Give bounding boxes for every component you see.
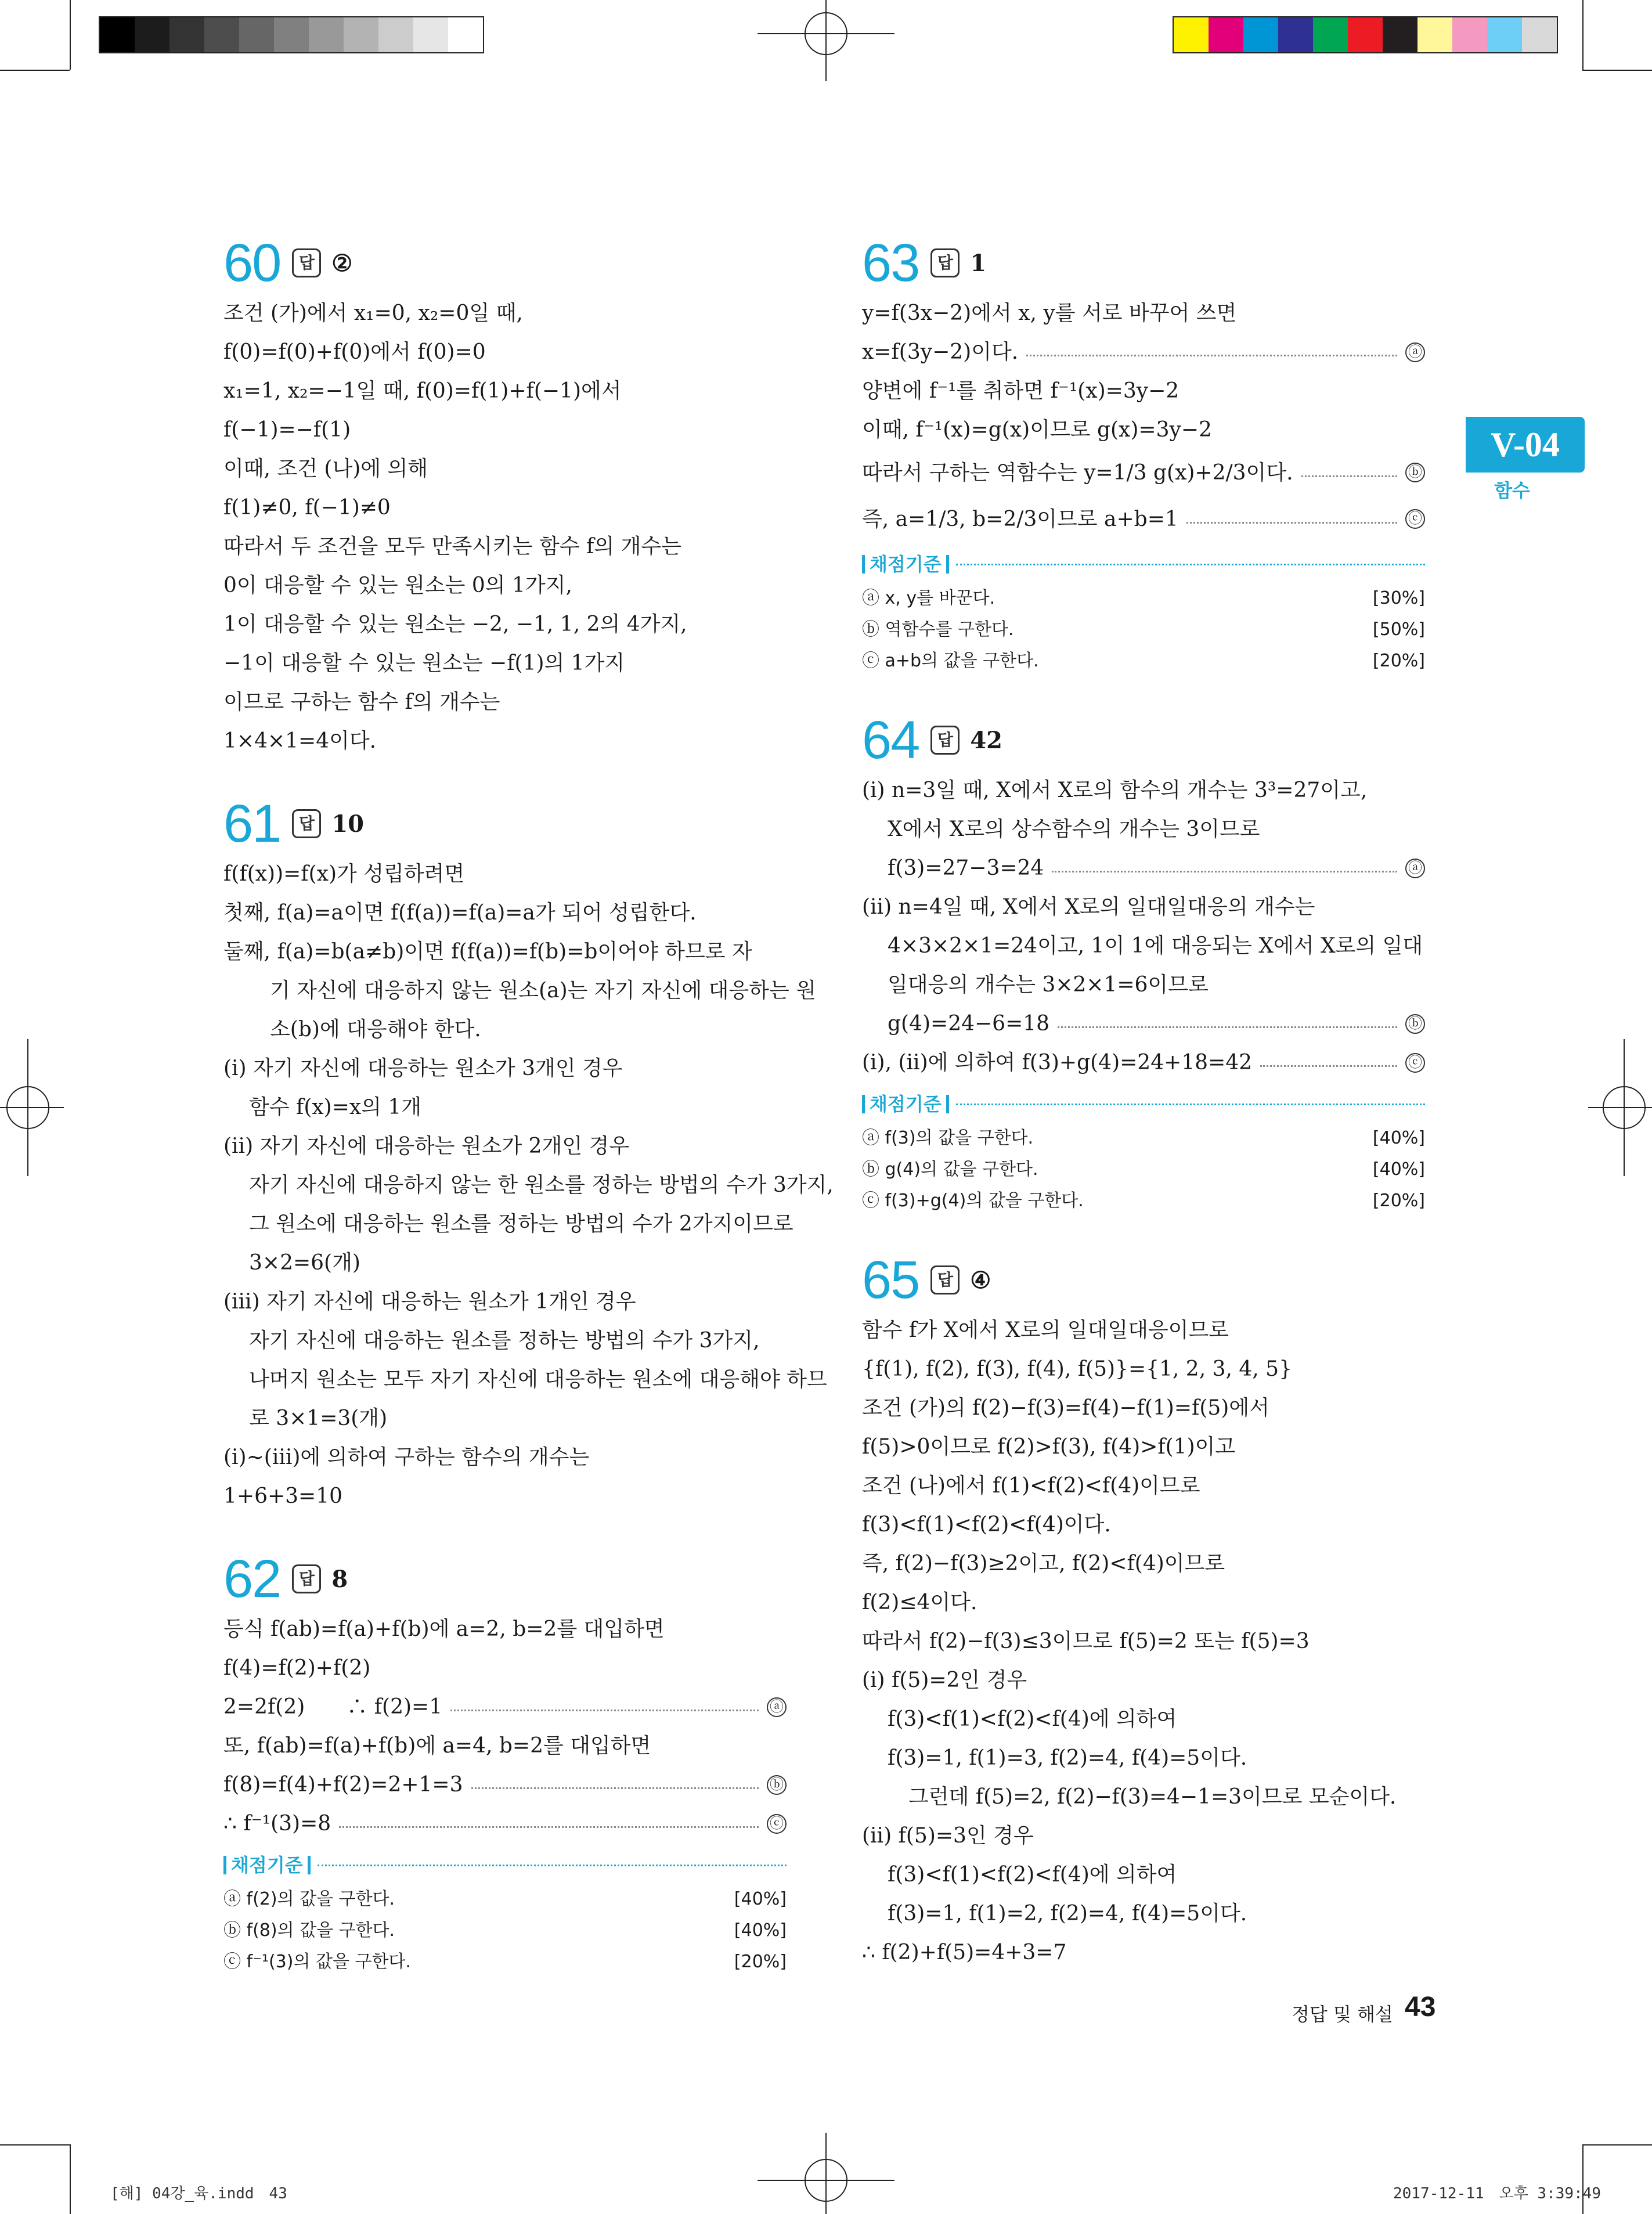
solution-line: 따라서 두 조건을 모두 만족시키는 함수 f의 개수는 <box>223 535 681 558</box>
answer-value: 10 <box>331 810 365 838</box>
problem-62 <box>223 1548 787 1978</box>
leader-dots <box>318 1865 787 1866</box>
problem-number: 60 <box>223 233 281 293</box>
solution-line: 따라서 f(2)−f(3)≤3이므로 f(5)=2 또는 f(5)=3 <box>862 1629 1310 1653</box>
solution-line: 또, f(ab)=f(a)+f(b)에 a=4, b=2를 대입하면 <box>223 1734 651 1758</box>
solution-line <box>862 449 1425 496</box>
leader-dots <box>956 564 1425 565</box>
solution-line: x₁=1, x₂=−1일 때, f(0)=f(1)+f(−1)에서 <box>223 379 622 403</box>
solution-line: (ⅱ) 자기 자신에 대응하는 원소가 2개인 경우 <box>223 1134 630 1158</box>
criterion-text: ⓒ f⁻¹(3)의 값을 구한다. <box>223 1952 411 1972</box>
criterion-text: ⓐ f(2)의 값을 구한다. <box>223 1889 395 1909</box>
solution-line: 함수 f(x)=x의 1개 <box>249 1095 422 1119</box>
solution-line: f(3)<f(1)<f(2)<f(4)에 의하여 <box>888 1707 1177 1731</box>
gray-color-bar <box>99 16 484 53</box>
grading-criteria-title: 채점기준 <box>223 1856 311 1874</box>
solution-text: x=f(3y−2)이다. <box>862 340 1019 364</box>
solution-line: 이때, 조건 (나)에 의해 <box>223 457 428 481</box>
solution-line: 첫째, f(a)=a이면 f(f(a))=f(a)=a가 되어 성립한다. <box>223 901 697 925</box>
solution-line: 조건 (가)에서 x₁=0, x₂=0일 때, <box>223 301 523 325</box>
grading-criterion <box>862 646 1425 677</box>
answer-badge: 답 <box>292 248 321 277</box>
criterion-text: ⓒ f(3)+g(4)의 값을 구한다. <box>862 1191 1084 1211</box>
solution-text: f(3)=27−3=24 <box>888 856 1044 880</box>
solution-line: 이때, f⁻¹(x)=g(x)이므로 g(x)=3y−2 <box>862 418 1212 442</box>
chapter-tab: V-04 <box>1466 417 1585 473</box>
solution-line: (ⅰ)~(ⅲ)에 의하여 구하는 함수의 개수는 <box>223 1445 590 1469</box>
criterion-weight: [50%] <box>1372 619 1425 640</box>
solution-line: (ⅱ) f(5)=3인 경우 <box>862 1824 1034 1848</box>
solution-text: f(8)=f(4)+f(2)=2+1=3 <box>223 1773 463 1797</box>
crop-mark <box>70 0 71 70</box>
solution-line: 1×4×1=4이다. <box>223 729 377 753</box>
leader-dots <box>1026 355 1397 356</box>
crop-mark <box>1582 2144 1652 2146</box>
right-column <box>862 232 1425 1972</box>
solution-text: 즉, a=1/3, b=2/3이므로 a+b=1 <box>862 507 1178 531</box>
solution-line: 3×2=6(개) <box>249 1251 360 1275</box>
solution-line: y=f(3x−2)에서 x, y를 서로 바꾸어 쓰면 <box>862 301 1237 325</box>
solution-line: 소(b)에 대응해야 한다. <box>270 1018 481 1041</box>
grading-criteria-header <box>862 546 1425 583</box>
solution-line: X에서 X로의 상수함수의 개수는 3이므로 <box>888 817 1260 841</box>
step-mark-b: ⓑ <box>1405 1014 1425 1034</box>
grading-criterion <box>223 1884 787 1915</box>
solution-line: 그런데 f(5)=2, f(2)−f(3)=4−1=3이므로 모순이다. <box>908 1785 1397 1809</box>
criterion-text: ⓑ g(4)의 값을 구한다. <box>862 1159 1038 1180</box>
grading-criteria-title: 채점기준 <box>862 1095 949 1113</box>
solution-line: −1이 대응할 수 있는 원소는 −f(1)의 1가지 <box>223 651 625 675</box>
crop-mark <box>1582 2144 1584 2214</box>
problem-60 <box>223 232 787 760</box>
problem-64 <box>862 709 1425 1217</box>
answer-value: ② <box>331 249 353 277</box>
solution-line: 둘째, f(a)=b(a≠b)이면 f(f(a))=f(b)=b이어야 하므로 자 <box>223 940 752 964</box>
leader-dots <box>1260 1065 1397 1067</box>
grading-criterion <box>223 1915 787 1946</box>
solution-line: 일대응의 개수는 3×2×1=6이므로 <box>888 973 1209 997</box>
step-mark-c: ⓒ <box>1405 509 1425 529</box>
registration-mark-top <box>758 0 894 81</box>
problem-header <box>862 232 1425 294</box>
criterion-weight: [30%] <box>1372 588 1425 608</box>
criterion-weight: [40%] <box>734 1889 787 1909</box>
solution-line: 1+6+3=10 <box>223 1484 343 1508</box>
grading-criterion <box>862 614 1425 646</box>
criterion-text: ⓐ f(3)의 값을 구한다. <box>862 1128 1034 1148</box>
footer-section-label: 정답 및 해설 <box>1292 2003 1393 2025</box>
crop-mark <box>0 2144 70 2146</box>
step-mark-a: ⓐ <box>1405 342 1425 362</box>
solution-line: 조건 (가)의 f(2)−f(3)=f(4)−f(1)=f(5)에서 <box>862 1396 1269 1420</box>
answer-badge: 답 <box>292 809 321 838</box>
problem-63 <box>862 232 1425 677</box>
criterion-weight: [20%] <box>1372 651 1425 671</box>
grading-criterion <box>223 1946 787 1978</box>
solution-line: f(2)≤4이다. <box>862 1591 978 1614</box>
problem-header <box>862 1249 1425 1311</box>
leader-dots <box>471 1787 759 1789</box>
problem-header <box>862 709 1425 771</box>
solution-line <box>862 496 1425 542</box>
problem-61 <box>223 793 834 1516</box>
registration-mark-left <box>0 1039 64 1176</box>
problem-number: 64 <box>862 711 919 770</box>
criterion-weight: [20%] <box>734 1952 787 1972</box>
print-slug-timestamp: 2017-12-11 오후 3:39:49 <box>1393 2185 1601 2202</box>
solution-line: 로 3×1=3(개) <box>249 1407 388 1430</box>
solution-line: f(3)<f(1)<f(2)<f(4)에 의하여 <box>888 1863 1177 1887</box>
solution-line: f(5)>0이므로 f(2)>f(3), f(4)>f(1)이고 <box>862 1435 1236 1459</box>
crop-mark <box>1582 0 1584 70</box>
solution-line <box>223 1804 787 1843</box>
criterion-text: ⓑ f(8)의 값을 구한다. <box>223 1920 395 1941</box>
solution-text: 2=2f(2) ∴ f(2)=1 <box>223 1695 443 1719</box>
solution-line <box>862 333 1425 372</box>
step-mark-c: ⓒ <box>767 1814 787 1834</box>
left-column <box>223 232 834 1978</box>
problem-number: 65 <box>862 1250 919 1310</box>
grading-criterion <box>862 1123 1425 1154</box>
answer-value: 1 <box>970 249 987 277</box>
answer-value: 8 <box>331 1565 348 1593</box>
solution-line <box>862 1004 1425 1043</box>
solution-line: ∴ f(2)+f(5)=4+3=7 <box>862 1941 1067 1964</box>
grading-criteria-header <box>862 1086 1425 1123</box>
crop-mark <box>70 2144 71 2214</box>
criterion-weight: [20%] <box>1372 1191 1425 1211</box>
grading-criterion <box>862 1185 1425 1217</box>
solution-line: 0이 대응할 수 있는 원소는 0의 1가지, <box>223 574 572 597</box>
problem-header <box>223 1548 787 1610</box>
print-slug-file: [해] 04강_육.indd 43 <box>110 2185 287 2202</box>
solution-line: f(0)=f(0)+f(0)에서 f(0)=0 <box>223 340 486 364</box>
answer-badge: 답 <box>930 1265 960 1294</box>
solution-line: 이므로 구하는 함수 f의 개수는 <box>223 690 500 714</box>
answer-badge: 답 <box>292 1564 321 1593</box>
answer-value: ④ <box>970 1266 991 1294</box>
grading-criteria-title: 채점기준 <box>862 555 949 574</box>
step-mark-c: ⓒ <box>1405 1053 1425 1073</box>
solution-line: f(f(x))=f(x)가 성립하려면 <box>223 862 465 886</box>
grading-criterion <box>862 583 1425 614</box>
registration-mark-right <box>1588 1039 1652 1176</box>
leader-dots <box>956 1104 1425 1105</box>
solution-line: f(3)=1, f(1)=3, f(2)=4, f(4)=5이다. <box>888 1746 1247 1770</box>
solution-line: f(−1)=−f(1) <box>223 418 351 442</box>
leader-dots <box>339 1826 759 1828</box>
solution-line: f(3)<f(1)<f(2)<f(4)이다. <box>862 1513 1111 1537</box>
solution-line: f(1)≠0, f(−1)≠0 <box>223 496 391 520</box>
leader-dots <box>1058 1026 1397 1028</box>
solution-line: 양변에 f⁻¹를 취하면 f⁻¹(x)=3y−2 <box>862 379 1180 403</box>
criterion-weight: [40%] <box>1372 1159 1425 1180</box>
leader-dots <box>1186 522 1397 524</box>
solution-line <box>862 1043 1425 1082</box>
criterion-weight: [40%] <box>734 1920 787 1941</box>
chapter-tab-subtitle: 함수 <box>1494 479 1530 502</box>
solution-line: 자기 자신에 대응하는 원소를 정하는 방법의 수가 3가지, <box>249 1329 760 1353</box>
criterion-weight: [40%] <box>1372 1128 1425 1148</box>
solution-text: ∴ f⁻¹(3)=8 <box>223 1812 331 1836</box>
solution-text: g(4)=24−6=18 <box>888 1012 1050 1036</box>
page-number: 43 <box>1405 1992 1436 2022</box>
solution-line: 함수 f가 X에서 X로의 일대일대응이므로 <box>862 1318 1229 1342</box>
answer-badge: 답 <box>930 726 960 755</box>
solution-line <box>223 1687 787 1726</box>
solution-line: 나머지 원소는 모두 자기 자신에 대응하는 원소에 대응해야 하므 <box>249 1368 827 1391</box>
solution-line: (ⅲ) 자기 자신에 대응하는 원소가 1개인 경우 <box>223 1290 636 1314</box>
solution-line: 기 자신에 대응하지 않는 원소(a)는 자기 자신에 대응하는 원 <box>270 979 816 1003</box>
process-color-bar <box>1173 16 1558 53</box>
solution-line: (ⅰ) n=3일 때, X에서 X로의 함수의 개수는 3³=27이고, <box>862 778 1368 802</box>
solution-line: f(3)=1, f(1)=2, f(2)=4, f(4)=5이다. <box>888 1902 1247 1925</box>
leader-dots <box>450 1710 759 1711</box>
criterion-text: ⓑ 역함수를 구한다. <box>862 619 1014 640</box>
solution-line <box>223 1765 787 1804</box>
solution-text: 따라서 구하는 역함수는 y=1/3 g(x)+2/3이다. <box>862 460 1293 485</box>
answer-badge: 답 <box>930 248 960 277</box>
solution-line: 조건 (나)에서 f(1)<f(2)<f(4)이므로 <box>862 1474 1200 1498</box>
problem-header <box>223 793 787 854</box>
solution-line: {f(1), f(2), f(3), f(4), f(5)}={1, 2, 3, 4, 5} <box>862 1357 1292 1381</box>
crop-mark <box>1582 70 1652 71</box>
solution-line: 즉, f(2)−f(3)≥2이고, f(2)<f(4)이므로 <box>862 1552 1225 1575</box>
crop-mark <box>0 70 70 71</box>
answer-value: 42 <box>970 726 1003 754</box>
criterion-text: ⓐ x, y를 바꾼다. <box>862 588 995 608</box>
solution-line: f(4)=f(2)+f(2) <box>223 1656 371 1680</box>
solution-line: 자기 자신에 대응하지 않는 한 원소를 정하는 방법의 수가 3가지, <box>249 1173 834 1197</box>
leader-dots <box>1052 871 1397 872</box>
solution-text: (ⅰ), (ⅱ)에 의하여 f(3)+g(4)=24+18=42 <box>862 1051 1253 1074</box>
solution-line: (ⅰ) f(5)=2인 경우 <box>862 1668 1027 1692</box>
solution-line: 4×3×2×1=24이고, 1이 1에 대응되는 X에서 X로의 일대 <box>888 934 1423 958</box>
step-mark-b: ⓑ <box>1405 463 1425 482</box>
registration-mark-bottom <box>758 2133 894 2214</box>
solution-line: 그 원소에 대응하는 원소를 정하는 방법의 수가 2가지이므로 <box>249 1212 793 1236</box>
problem-number: 61 <box>223 794 281 853</box>
solution-line: 1이 대응할 수 있는 원소는 −2, −1, 1, 2의 4가지, <box>223 612 687 636</box>
grading-criteria-header <box>223 1847 787 1884</box>
solution-line <box>862 849 1425 888</box>
criterion-text: ⓒ a+b의 값을 구한다. <box>862 651 1039 671</box>
step-mark-a: ⓐ <box>1405 859 1425 878</box>
step-mark-a: ⓐ <box>767 1697 787 1717</box>
problem-number: 62 <box>223 1549 281 1609</box>
problem-number: 63 <box>862 233 919 293</box>
grading-criterion <box>862 1154 1425 1185</box>
leader-dots <box>1301 475 1397 477</box>
solution-line: 등식 f(ab)=f(a)+f(b)에 a=2, b=2를 대입하면 <box>223 1617 665 1641</box>
solution-line: (ⅰ) 자기 자신에 대응하는 원소가 3개인 경우 <box>223 1056 623 1080</box>
problem-65 <box>862 1249 1425 1972</box>
problem-header <box>223 232 787 294</box>
step-mark-b: ⓑ <box>767 1775 787 1795</box>
solution-line: (ⅱ) n=4일 때, X에서 X로의 일대일대응의 개수는 <box>862 895 1315 919</box>
